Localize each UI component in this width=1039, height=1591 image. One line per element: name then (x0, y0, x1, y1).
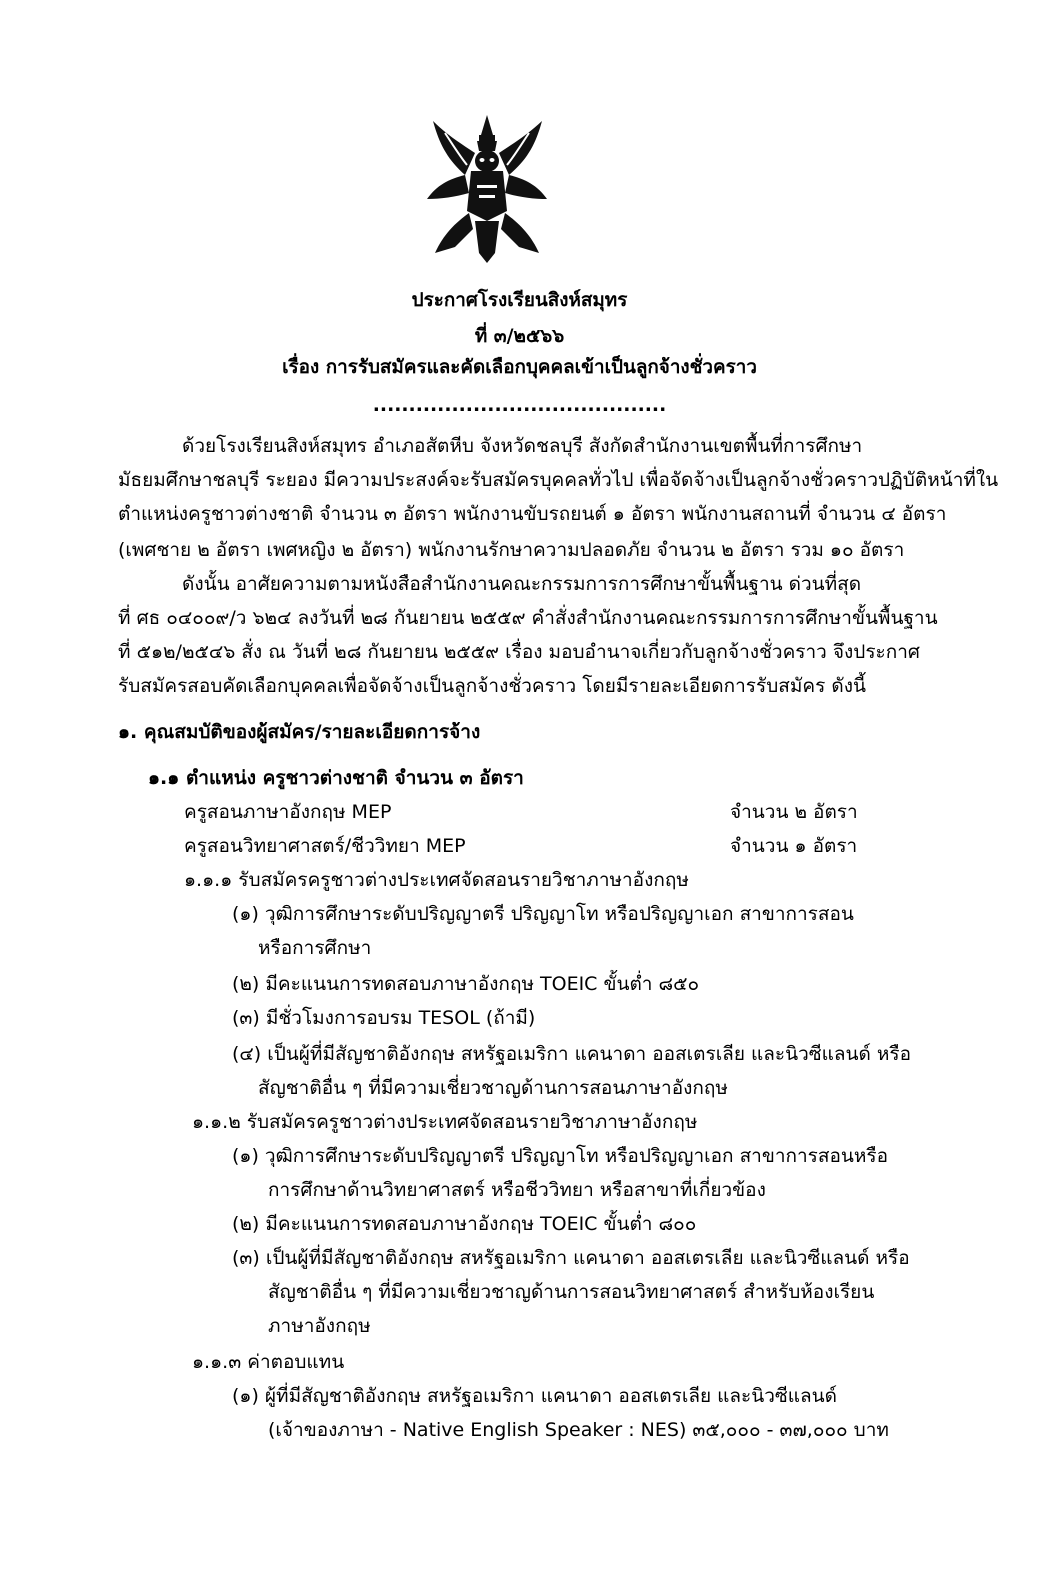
list-item: (๑) วุฒิการศึกษาระดับปริญญาตรี ปริญญาโท หรือปริญญาเอก สาขาการสอน (232, 903, 854, 925)
paragraph-2-line: ที่ ๕๑๒/๒๕๔๖ สั่ง ณ วันที่ ๒๘ กันยายน ๒๕๕๙ เรื่อง มอบอำนาจเกี่ยวกับลูกจ้างชั่วคราว จึงประกาศ (118, 641, 920, 663)
position-count: จำนวน ๒ อัตรา (730, 801, 858, 823)
position-name: ครูสอนวิทยาศาสตร์/ชีววิทยา MEP (184, 835, 466, 857)
section-1-1-1-heading: ๑.๑.๑ รับสมัครครูชาวต่างประเทศจัดสอนรายวิชาภาษาอังกฤษ (184, 869, 689, 891)
section-1-1-heading: ๑.๑ ตำแหน่ง ครูชาวต่างชาติ จำนวน ๓ อัตรา (148, 767, 524, 789)
list-item: (๒) มีคะแนนการทดสอบภาษาอังกฤษ TOEIC ขั้นต่ำ ๘๐๐ (232, 1213, 697, 1235)
list-item: (๒) มีคะแนนการทดสอบภาษาอังกฤษ TOEIC ขั้นต่ำ ๘๕๐ (232, 973, 700, 995)
list-item: (๓) เป็นผู้ที่มีสัญชาติอังกฤษ สหรัฐอเมริกา แคนาดา ออสเตรเลีย และนิวซีแลนด์ หรือ (232, 1247, 910, 1269)
section-1-heading: ๑. คุณสมบัติของผู้สมัคร/รายละเอียดการจ้าง (118, 721, 481, 743)
position-name: ครูสอนภาษาอังกฤษ MEP (184, 801, 392, 823)
header-divider: ......................................... (372, 395, 667, 416)
paragraph-2-line: ที่ ศธ ๐๔๐๐๙/ว ๖๒๔ ลงวันที่ ๒๘ กันยายน ๒๕๕๙ คำสั่งสำนักงานคณะกรรมการการศึกษาขั้นพื้นฐาน (118, 607, 938, 629)
paragraph-2-line: รับสมัครสอบคัดเลือกบุคคลเพื่อจัดจ้างเป็นลูกจ้างชั่วคราว โดยมีรายละเอียดการรับสมัคร ดังนี้ (118, 675, 866, 697)
list-item-continuation: ภาษาอังกฤษ (268, 1315, 371, 1337)
position-count: จำนวน ๑ อัตรา (730, 835, 858, 857)
list-item-continuation: (เจ้าของภาษา - Native English Speaker : NES) ๓๕,๐๐๐ - ๓๗,๐๐๐ บาท (268, 1419, 889, 1441)
paragraph-1-line: (เพศชาย ๒ อัตรา เพศหญิง ๒ อัตรา) พนักงานรักษาความปลอดภัย จำนวน ๒ อัตรา รวม ๑๐ อัตรา (118, 539, 905, 561)
section-1-1-3-heading: ๑.๑.๓ ค่าตอบแทน (192, 1351, 345, 1373)
paragraph-2-line: ดังนั้น อาศัยความตามหนังสือสำนักงานคณะกรรมการการศึกษาขั้นพื้นฐาน ด่วนที่สุด (182, 573, 862, 595)
list-item: (๔) เป็นผู้ที่มีสัญชาติอังกฤษ สหรัฐอเมริกา แคนาดา ออสเตรเลีย และนิวซีแลนด์ หรือ (232, 1043, 912, 1065)
list-item-continuation: สัญชาติอื่น ๆ ที่มีความเชี่ยวชาญด้านการสอนวิทยาศาสตร์ สำหรับห้องเรียน (268, 1281, 875, 1303)
list-item-continuation: การศึกษาด้านวิทยาศาสตร์ หรือชีววิทยา หรือสาขาที่เกี่ยวข้อง (268, 1179, 766, 1201)
list-item-continuation: สัญชาติอื่น ๆ ที่มีความเชี่ยวชาญด้านการสอนภาษาอังกฤษ (258, 1077, 728, 1099)
announcement-title: ประกาศโรงเรียนสิงห์สมุทร (411, 290, 628, 311)
list-item: (๑) ผู้ที่มีสัญชาติอังกฤษ สหรัฐอเมริกา แคนาดา ออสเตรเลีย และนิวซีแลนด์ (232, 1385, 838, 1407)
paragraph-1-line: ตำแหน่งครูชาวต่างชาติ จำนวน ๓ อัตรา พนักงานขับรถยนต์ ๑ อัตรา พนักงานสถานที่ จำนวน ๔ อัตรา (118, 503, 947, 525)
paragraph-1-line: ด้วยโรงเรียนสิงห์สมุทร อำเภอสัตหีบ จังหวัดชลบุรี สังกัดสำนักงานเขตพื้นที่การศึกษา (182, 435, 863, 457)
list-item-continuation: หรือการศึกษา (258, 937, 372, 959)
garuda-emblem-icon (425, 113, 550, 268)
paragraph-1-line: มัธยมศึกษาชลบุรี ระยอง มีความประสงค์จะรับสมัครบุคคลทั่วไป เพื่อจัดจ้างเป็นลูกจ้างชั่วคราวปฏิบัติหน้าที่ใน (118, 469, 999, 491)
section-1-1-2-heading: ๑.๑.๒ รับสมัครครูชาวต่างประเทศจัดสอนรายวิชาภาษาอังกฤษ (192, 1111, 698, 1133)
list-item: (๑) วุฒิการศึกษาระดับปริญญาตรี ปริญญาโท หรือปริญญาเอก สาขาการสอนหรือ (232, 1145, 889, 1167)
announcement-subject: เรื่อง การรับสมัครและคัดเลือกบุคคลเข้าเป็นลูกจ้างชั่วคราว (282, 357, 757, 378)
list-item: (๓) มีชั่วโมงการอบรม TESOL (ถ้ามี) (232, 1007, 536, 1029)
announcement-number: ที่ ๓/๒๕๖๖ (474, 326, 565, 347)
